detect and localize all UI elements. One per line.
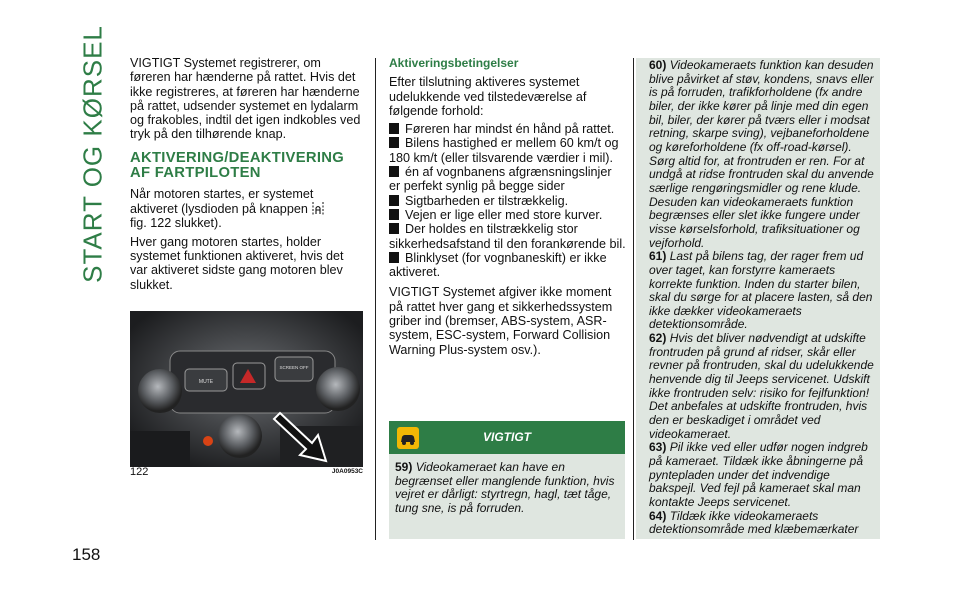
intro-paragraph: Efter tilslutning aktiveres systemet udelukkende ved tilstedeværelse af følgende forhold: [389, 75, 587, 118]
warning-item-number: 63) [649, 440, 667, 455]
condition-bullet: Sigtbarheden er tilstrækkelig. [389, 194, 626, 208]
note-paragraph: VIGTIGT Systemet afgiver ikke moment på rattet hver gang et sikkerhedssystem griber ind (bremser, ABS-system, ASR-system, ESC-system, Forward Collision Warning Plus-system osv.). [389, 285, 613, 357]
warning-item-text: Hvis det bliver nødvendigt at udskifte frontruden på grund af ridser, skår eller revner på frontruden, skal du udelukkende henvende dig til Jeeps servicenet. Udskift ikke frontruden selv: risiko for fejlfunktion! Det anbefales at udskifte frontruden, hvis den er beskadiget i området ved videokameraet. [649, 331, 874, 441]
warning-item-text: Last på bilens tag, der rager frem ud over taget, kan forstyrre kameraets korrekte funktion. Inden du starter bilen, skal du sørge for at placere lasten, så den ikke dækker videokameraets detektionsområde. [649, 249, 873, 332]
dashboard-photo [130, 311, 363, 467]
warning-text [389, 454, 625, 522]
column-2 [389, 56, 626, 361]
subheading: Aktiveringsbetingelser [389, 56, 519, 70]
paragraph-text: Når motoren startes, er systemet aktiveret (lysdioden på knappen [130, 186, 314, 217]
warning-item [649, 250, 879, 332]
warning-item [649, 59, 879, 250]
column-divider [375, 58, 376, 540]
warning-item-number: 60) [649, 58, 667, 72]
condition-bullet: Blinklyset (for vognbaneskift) er ikke aktiveret. [389, 251, 626, 280]
column-3 [649, 59, 879, 537]
warning-item [649, 441, 879, 509]
figure-number: 122 [130, 466, 149, 478]
mute-button-label: MUTE [198, 379, 214, 385]
lane-assist-button-icon [311, 201, 325, 216]
chapter-side-title [73, 24, 113, 283]
screen-off-label: SCREEN OFF [279, 365, 309, 370]
warning-header [389, 421, 625, 454]
warning-box [389, 421, 625, 539]
warning-title: VIGTIGT [483, 430, 531, 444]
section-heading: AKTIVERING/DEAKTIVERING AF FARTPILOTEN [130, 149, 345, 181]
column-divider [633, 58, 634, 540]
page-number: 158 [72, 545, 101, 564]
figure-caption [130, 466, 363, 478]
warning-item-number: 64) [649, 508, 667, 523]
warning-item-number: 62) [649, 331, 667, 346]
condition-bullet: Føreren har mindst én hånd på rattet. [389, 122, 626, 136]
figure-code: J0A0953C [331, 468, 363, 475]
warning-item-text: Tildæk ikke videokameraets detektionsområde med klæbemærkater [649, 508, 859, 537]
intro-paragraph: VIGTIGT Systemet registrerer, om føreren har hænderne på rattet. Hvis det ikke registreres, at føreren har hænderne på rattet, udsender systemet en lydalarm og frakobles, indtil det igen indkobles ved tryk på den tilhørende knap. [130, 56, 361, 142]
warning-item-number: 61) [649, 249, 667, 264]
warning-item-text: Videokameraets funktion kan desuden blive påvirket af støv, kondens, snavs eller is på forruden, trafikforholdene (fx andre biler, der ikke kører på linje med din egen bil, biler, der kører på tværs eller i modsat retning, skarpe sving), vejbaneforholdene og køreforholdene (fx off-road-kørsel). Sørg altid for, at frontruden er ren. For at undgå at ridse frontruden skal du anvende særlige rengøringsmidler og rene klude. Desuden kan videokameraets funktion begrænses eller slet ikke fungere under visse kørselsforhold, trafiksituationer og vejforhold. [649, 58, 874, 250]
warning-body: Videokameraet kan have en begrænset eller manglende funktion, hvis vejret er dårligt: styrtregn, hagl, tæt tåge, tung sne, is på forruden. [395, 460, 615, 515]
condition-bullet: Bilens hastighed er mellem 60 km/t og 180 km/t (eller tilsvarende værdier i mil). [389, 136, 626, 165]
chapter-title-text: START OG KØRSEL [77, 24, 108, 283]
warning-item-text: Pil ikke ved eller udfør nogen indgreb på kameraet. Tildæk ikke åbningerne på pyntepladen under det indvendige bakspejl. Ved fejl på kameraet skal man kontakte Jeeps servicenet. [649, 440, 868, 509]
paragraph: Hver gang motoren startes, holder systemet funktionen aktiveret, hvis det var aktiveret sidste gang motoren blev slukket. [130, 234, 344, 292]
paragraph [130, 187, 362, 217]
condition-bullet: Der holdes en tilstrækkelig stor sikkerhedsafstand til den forankørende bil. [389, 222, 626, 251]
warning-number: 59) [395, 460, 413, 474]
condition-bullet: én af vognbanens afgrænsningslinjer er perfekt synlig på begge sider [389, 165, 626, 194]
column-1 [130, 56, 362, 296]
warning-item [649, 510, 879, 537]
condition-bullet: Vejen er lige eller med store kurver. [389, 208, 626, 222]
warning-item [649, 332, 879, 441]
paragraph: fig. 122 slukket). [130, 216, 222, 231]
